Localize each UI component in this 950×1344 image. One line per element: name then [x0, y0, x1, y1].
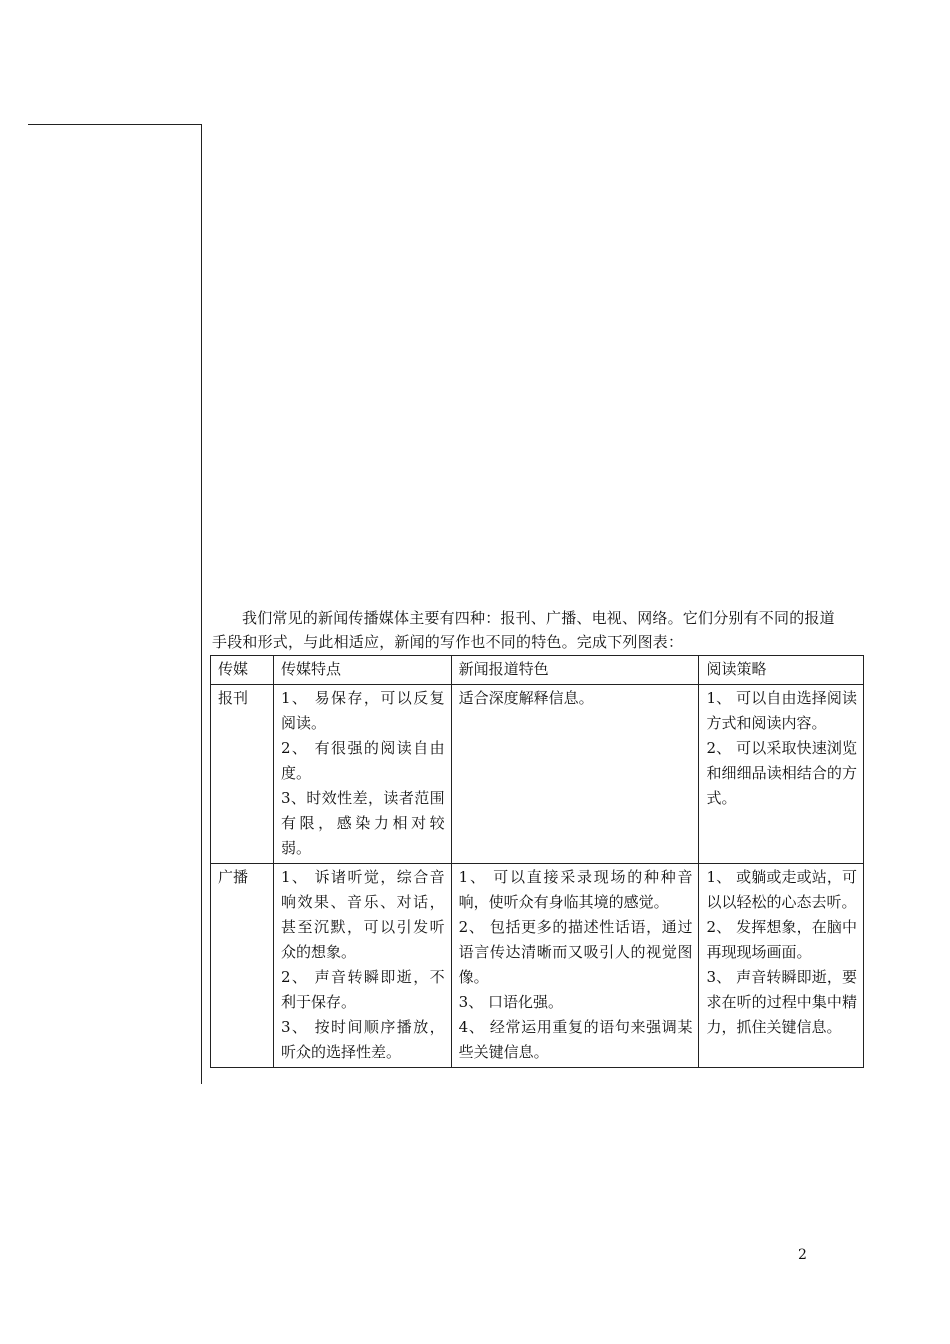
feature-item: 1、 易保存，可以反复阅读。	[280, 689, 445, 732]
feature-item: 3、时效性差，读者范围有限，感染力相对较弱。	[280, 789, 445, 857]
margin-top-rule	[28, 124, 202, 125]
header-features: 传媒特点	[273, 656, 451, 685]
strategy-item: 1、 可以自由选择阅读方式和阅读内容。	[706, 689, 857, 732]
row-features	[273, 864, 451, 1068]
strategy-item: 3、 声音转瞬即逝，要求在听的过程中集中精力，抓住关键信息。	[706, 968, 857, 1036]
strategy-item: 1、 或躺或走或站，可以以轻松的心态去听。	[706, 868, 857, 911]
row-report	[451, 864, 699, 1068]
feature-item: 3、 按时间顺序播放，听众的选择性差。	[280, 1018, 445, 1061]
feature-item: 1、 诉诸听觉，综合音响效果、音乐、对话，甚至沉默，可以引发听众的想象。	[280, 868, 445, 961]
feature-item: 2、 声音转瞬即逝，不利于保存。	[280, 968, 445, 1011]
feature-item: 2、 有很强的阅读自由度。	[280, 739, 445, 782]
header-strategy: 阅读策略	[699, 656, 864, 685]
row-features	[273, 685, 451, 864]
report-item: 1、 可以直接采录现场的种种音响，使听众有身临其境的感觉。	[458, 868, 693, 911]
row-media: 广播	[211, 864, 274, 1068]
strategy-item: 2、 可以采取快速浏览和细细品读相结合的方式。	[706, 739, 857, 807]
table-row	[211, 864, 864, 1068]
report-item: 4、 经常运用重复的语句来强调某些关键信息。	[458, 1018, 693, 1061]
page-number: 2	[798, 1247, 807, 1263]
header-media: 传媒	[211, 656, 274, 685]
table-header-row	[211, 656, 864, 685]
strategy-item: 2、 发挥想象，在脑中再现现场画面。	[706, 918, 857, 961]
intro-line-2: 手段和形式，与此相适应，新闻的写作也不同的特色。完成下列图表：	[212, 633, 684, 651]
report-item: 2、 包括更多的描述性话语，通过语言传达清晰而又吸引人的视觉图像。	[458, 918, 693, 986]
intro-paragraph	[212, 606, 868, 654]
margin-left-rule	[201, 124, 202, 1084]
report-item: 适合深度解释信息。	[458, 689, 594, 707]
row-strategy	[699, 864, 864, 1068]
report-item: 3、 口语化强。	[458, 993, 563, 1011]
media-table	[210, 655, 864, 1068]
row-media: 报刊	[211, 685, 274, 864]
row-report	[451, 685, 699, 864]
header-report: 新闻报道特色	[451, 656, 699, 685]
table-row	[211, 685, 864, 864]
intro-line-1: 我们常见的新闻传播媒体主要有四种：报刊、广播、电视、网络。它们分别有不同的报道	[242, 609, 835, 627]
row-strategy	[699, 685, 864, 864]
